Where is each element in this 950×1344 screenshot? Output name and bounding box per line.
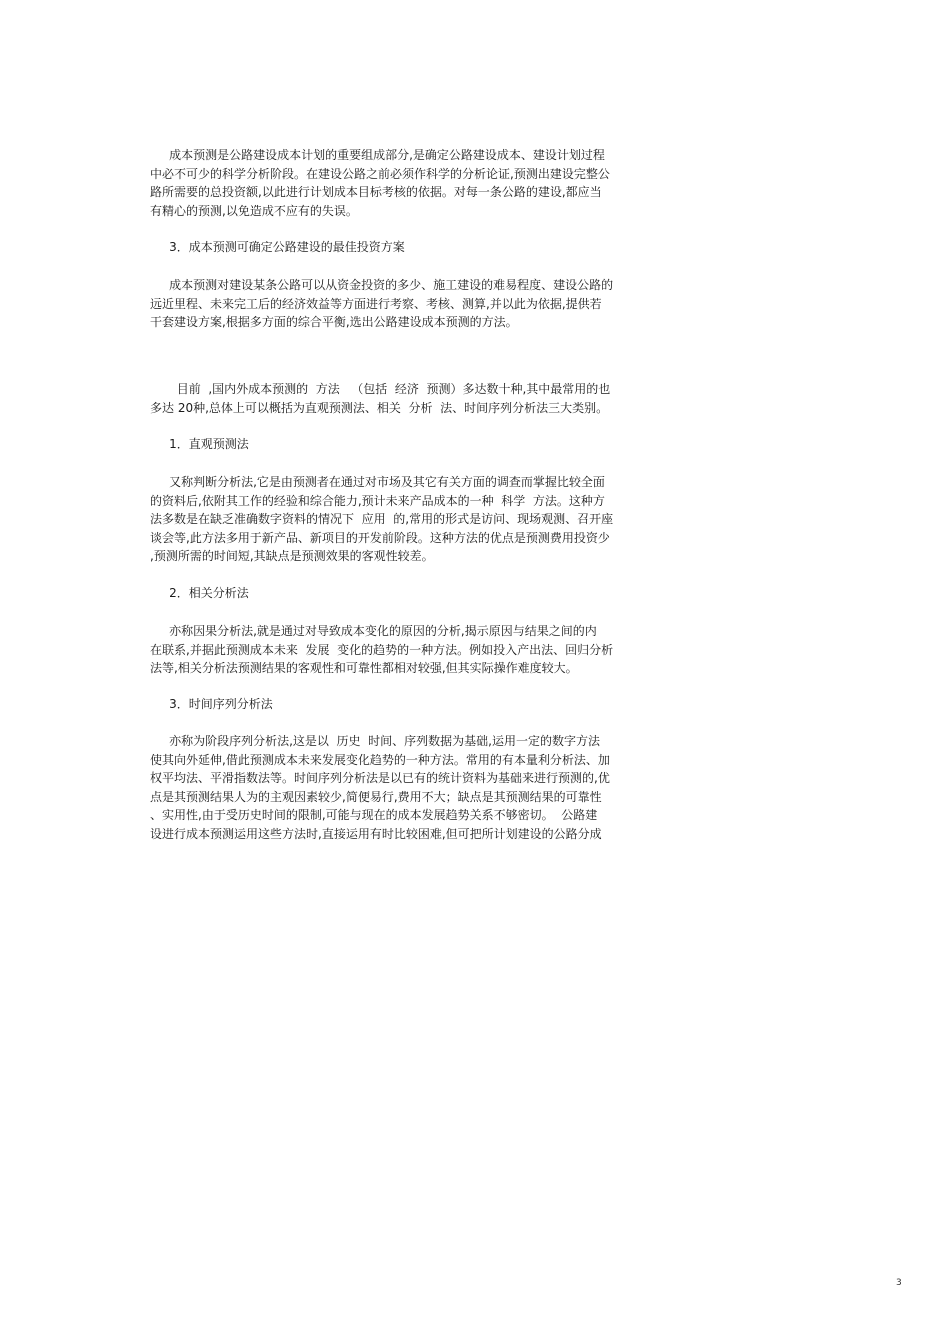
text-line: 又称判断分析法,它是由预测者在通过对市场及其它有关方面的调查而掌握比较全面	[150, 475, 605, 489]
paragraph-cost-forecast-importance	[150, 146, 640, 220]
text-line: ,预测所需的时间短,其缺点是预测效果的客观性较差。	[150, 549, 434, 563]
text-line: 法等,相关分析法预测结果的客观性和可靠性都相对较强,但其实际操作难度较大。	[150, 661, 578, 675]
section-heading: 3．成本预测可确定公路建设的最佳投资方案	[150, 240, 405, 254]
text-line: 在联系,并据此预测成本未来 发展 变化的趋势的一种方法。例如投入产出法、回归分析	[150, 642, 614, 657]
paragraph-correlation-method	[150, 622, 640, 678]
paragraph-method-overview	[150, 380, 640, 417]
section-heading: 1．直观预测法	[150, 437, 249, 451]
text-line: 点是其预测结果人为的主观因素较少,简便易行,费用不大；缺点是其预测结果的可靠性	[150, 789, 602, 804]
text-line: 的资料后,依附其工作的经验和综合能力,预计未来产品成本的一种 科学 方法。这种方	[150, 493, 605, 508]
text-line: 、实用性,由于受历史时间的限制,可能与现在的成本发展趋势关系不够密切。 公路建	[150, 808, 598, 822]
heading-optimal-investment	[150, 238, 640, 257]
text-line: 目前 ,国内外成本预测的 方法 （包括 经济 预测）多达数十种,其中最常用的也	[150, 382, 611, 396]
text-line: 有精心的预测,以免造成不应有的失误。	[150, 203, 358, 218]
text-line: 法多数是在缺乏准确数字资料的情况下 应用 的,常用的形式是访问、现场观测、召开座	[150, 512, 614, 526]
paragraph-intuitive-method	[150, 473, 640, 566]
text-line: 中必不可少的科学分析阶段。在建设公路之前必须作科学的分析论证,预测出建设完整公	[150, 166, 610, 181]
paragraph-investment-plans	[150, 276, 640, 332]
text-line: 路所需要的总投资额,以此进行计划成本目标考核的依据。对每一条公路的建设,都应当	[150, 185, 602, 199]
text-line: 使其向外延伸,借此预测成本未来发展变化趋势的一种方法。常用的有本量利分析法、加	[150, 752, 610, 767]
text-line: 远近里程、未来完工后的经济效益等方面进行考察、考核、测算,并以此为依据,提供若	[150, 296, 602, 311]
heading-intuitive-method	[150, 435, 640, 454]
text-line: 多达 20种,总体上可以概括为直观预测法、相关 分析 法、时间序列分析法三大类别。	[150, 400, 609, 415]
text-line: 成本预测是公路建设成本计划的重要组成部分,是确定公路建设成本、建设计划过程	[150, 148, 605, 162]
text-line: 设进行成本预测运用这些方法时,直接运用有时比较困难,但可把所计划建设的公路分成	[150, 826, 602, 841]
paragraph-time-series-method	[150, 732, 640, 843]
heading-time-series-method	[150, 695, 640, 714]
page-number: 3	[896, 1278, 902, 1288]
text-line: 成本预测对建设某条公路可以从资金投资的多少、施工建设的难易程度、建设公路的	[150, 278, 614, 292]
text-line: 亦称因果分析法,就是通过对导致成本变化的原因的分析,揭示原因与结果之间的内	[150, 624, 597, 638]
heading-correlation-method	[150, 584, 640, 603]
text-line: 权平均法、平滑指数法等。时间序列分析法是以已有的统计资料为基础来进行预测的,优	[150, 771, 610, 785]
text-line: 干套建设方案,根据多方面的综合平衡,选出公路建设成本预测的方法。	[150, 315, 518, 329]
section-heading: 3．时间序列分析法	[150, 697, 273, 711]
text-line: 谈会等,此方法多用于新产品、新项目的开发前阶段。这种方法的优点是预测费用投资少	[150, 530, 610, 545]
section-heading: 2．相关分析法	[150, 586, 249, 600]
text-line: 亦称为阶段序列分析法,这是以 历史 时间、序列数据为基础,运用一定的数字方法	[150, 734, 600, 748]
